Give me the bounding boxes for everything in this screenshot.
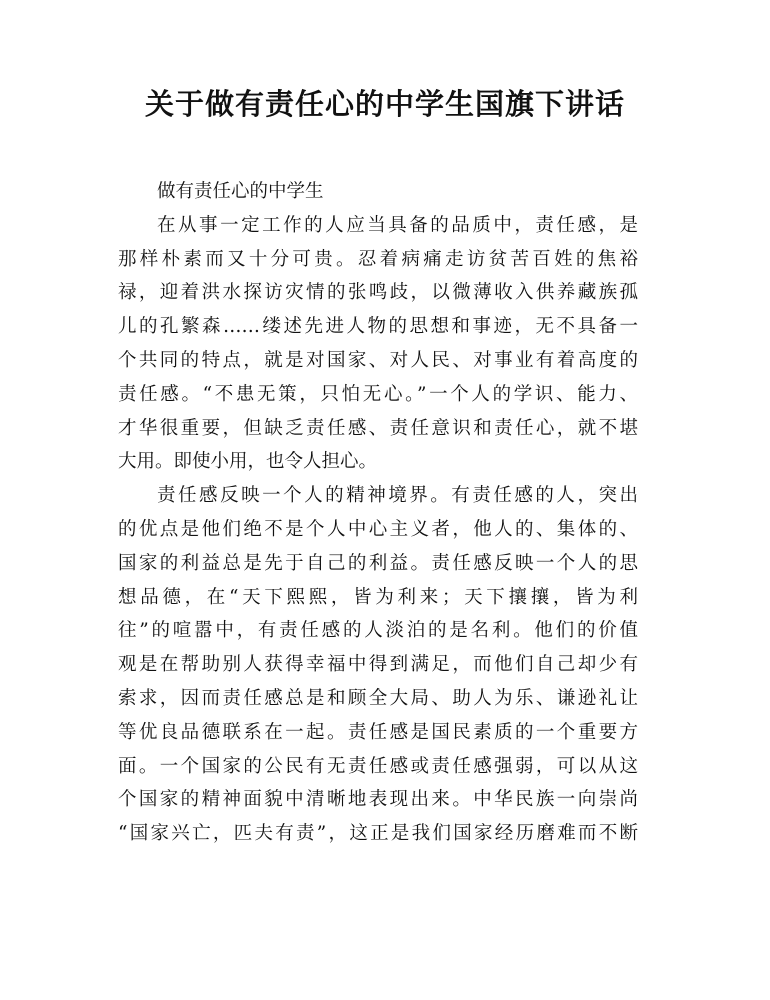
paragraph-2-line-8: 等优良品德联系在一起。责任感是国民素质的一个重要方 [118, 721, 638, 743]
page-title: 关于做有责任心的中学生国旗下讲话 [144, 87, 625, 121]
paragraph-2-line-5: 往”的喧嚣中，有责任感的人淡泊的是名利。他们的价值 [118, 620, 638, 642]
paragraph-1-line-5: 个共同的特点，就是对国家、对人民、对事业有着高度的 [118, 349, 638, 371]
paragraph-2-line-9: 面。一个国家的公民有无责任感或责任感强弱，可以从这 [118, 755, 638, 777]
paragraph-2-line-2: 的优点是他们绝不是个人中心主义者，他人的、集体的、 [118, 518, 638, 540]
paragraph-1-line-2: 那样朴素而又十分可贵。忍着病痛走访贫苦百姓的焦裕 [118, 248, 638, 270]
paragraph-2-line-6: 观是在帮助别人获得幸福中得到满足，而他们自己却少有 [118, 654, 638, 676]
paragraph-1-line-4: 儿的孔繁森……缕述先进人物的思想和事迹，无不具备一 [118, 316, 638, 338]
paragraph-1-line-6: 责任感。“不患无策，只怕无心。”一个人的学识、能力、 [118, 383, 638, 405]
paragraph-1-line-1: 在从事一定工作的人应当具备的品质中，责任感，是 [157, 214, 638, 236]
paragraph-2-line-10: 个国家的精神面貌中清晰地表现出来。中华民族一向崇尚 [118, 789, 638, 811]
paragraph-2-line-4: 想品德，在“天下熙熙，皆为利来；天下攘攘，皆为利 [118, 586, 638, 608]
paragraph-1-line-8: 大用。即使小用，也令人担心。 [118, 451, 378, 473]
paragraph-2-line-7: 索求，因而责任感总是和顾全大局、助人为乐、谦逊礼让 [118, 687, 638, 709]
document-body [118, 175, 638, 851]
paragraph-2-line-3: 国家的利益总是先于自己的利益。责任感反映一个人的思 [118, 552, 638, 574]
paragraph-1-line-3: 禄，迎着洪水探访灾情的张鸣歧，以微薄收入供养藏族孤 [118, 282, 638, 304]
paragraph-2-line-11: “国家兴亡，匹夫有责”，这正是我们国家经历磨难而不断 [118, 823, 638, 845]
paragraph-2-line-1: 责任感反映一个人的精神境界。有责任感的人，突出 [157, 485, 638, 507]
subtitle-line: 做有责任心的中学生 [157, 181, 324, 202]
paragraph-1-line-7: 才华很重要，但缺乏责任感、责任意识和责任心，就不堪 [118, 417, 638, 439]
